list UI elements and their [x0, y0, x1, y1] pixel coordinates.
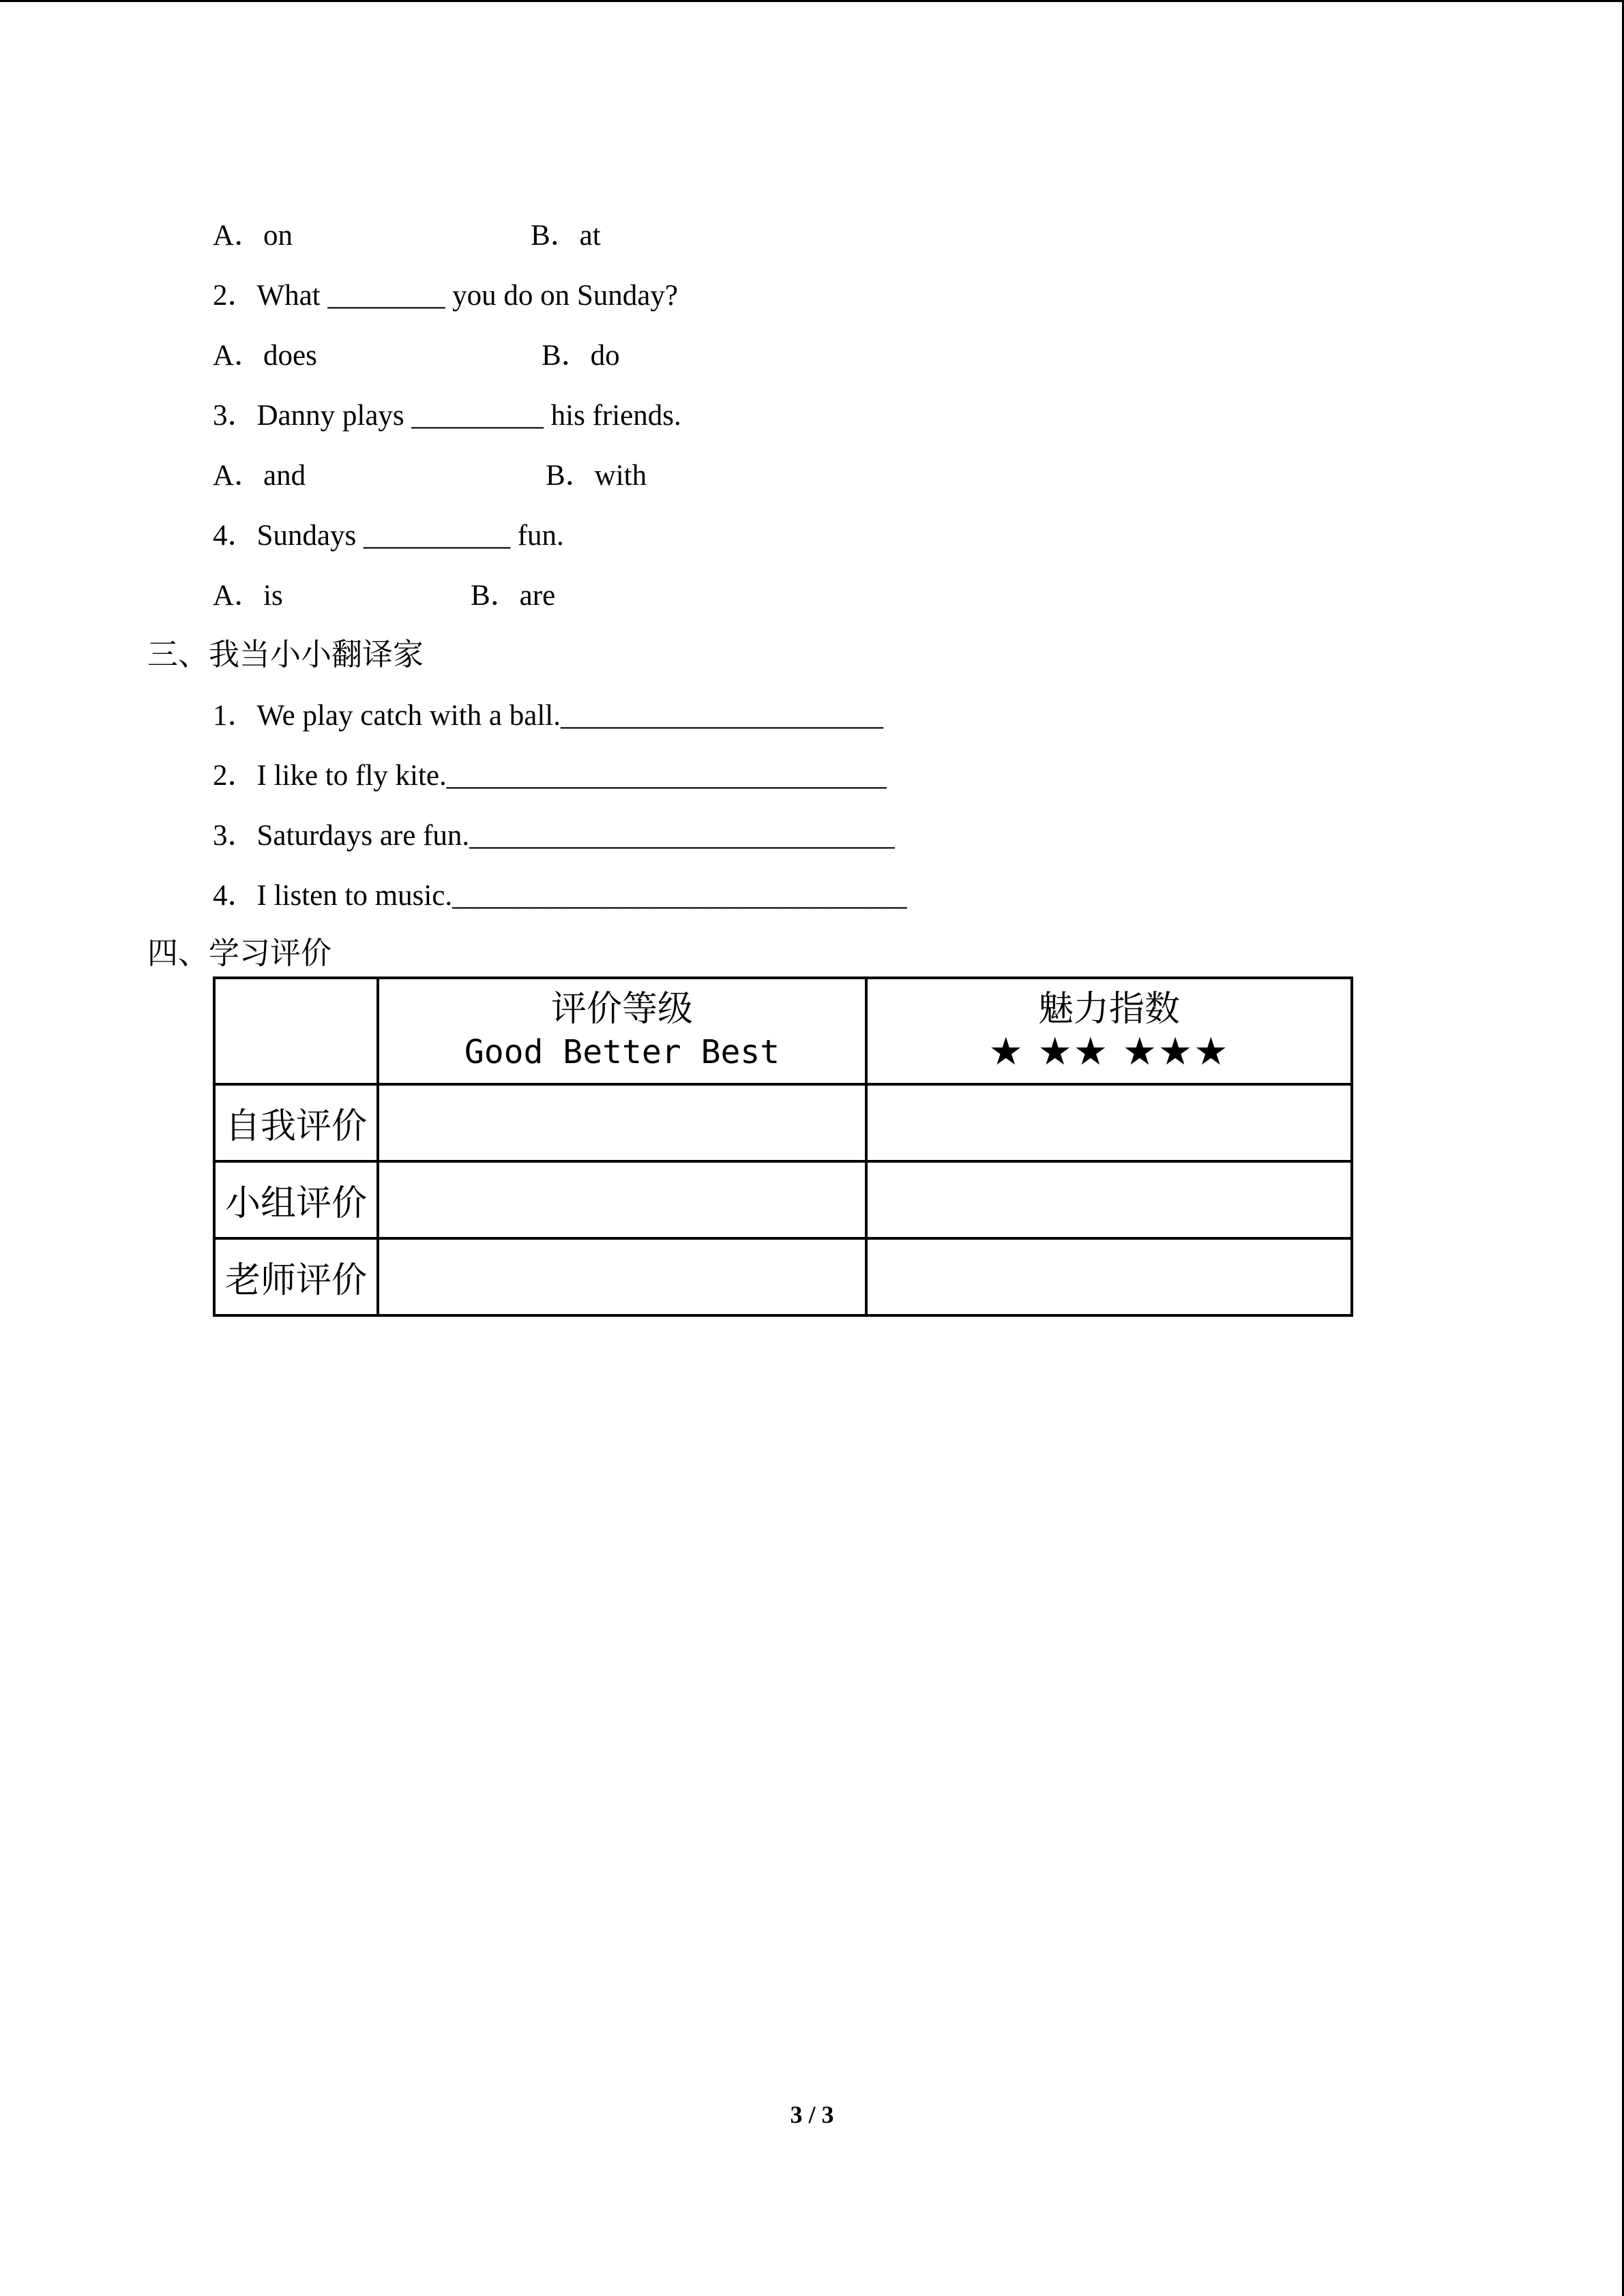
row-label-teacher: 老师评价 [214, 1238, 378, 1315]
q3-option-a: A．and [213, 460, 306, 492]
q2-stem: 2．What ________ you do on Sunday? [213, 280, 678, 312]
q2-option-b: B．do [542, 340, 620, 372]
q1-option-b: B．at [531, 220, 601, 252]
q4-stem: 4．Sundays __________ fun. [213, 520, 564, 552]
section3-title: 三、我当小小翻译家 [147, 638, 424, 672]
q2-option-a: A．does [213, 340, 317, 372]
page-top-border [0, 0, 1624, 2]
q4-option-a: A．is [213, 580, 283, 612]
translation-item-1: 1．We play catch with a ball.______________________ [213, 700, 883, 732]
q3-option-b: B．with [546, 460, 647, 492]
self-charm-cell[interactable] [866, 1084, 1352, 1161]
q4-option-b: B．are [471, 580, 556, 612]
group-grade-cell[interactable] [378, 1161, 866, 1238]
translation-item-4: 4．I listen to music._______________________________ [213, 880, 907, 912]
self-grade-cell[interactable] [378, 1084, 866, 1161]
page-number: 3 / 3 [790, 2101, 834, 2128]
row-label-group: 小组评价 [214, 1161, 378, 1238]
group-charm-cell[interactable] [866, 1161, 1352, 1238]
grade-header-levels: Good Better Best [464, 1033, 780, 1071]
q3-stem: 3．Danny plays _________ his friends. [213, 400, 681, 432]
table-corner-cell [214, 978, 378, 1084]
translation-item-3: 3．Saturdays are fun._____________________________ [213, 820, 895, 852]
teacher-grade-cell[interactable] [378, 1238, 866, 1315]
grade-header-title: 评价等级 [550, 990, 693, 1029]
grade-header-cell [378, 978, 866, 1084]
teacher-charm-cell[interactable] [866, 1238, 1352, 1315]
q1-option-a: A．on [213, 220, 293, 252]
translation-item-2: 2．I like to fly kite.______________________________ [213, 760, 887, 792]
charm-header-cell [866, 978, 1352, 1084]
star-rating-icons: ★ ★★ ★★★ [988, 1030, 1230, 1074]
section4-title: 四、学习评价 [147, 936, 332, 970]
charm-header-title: 魅力指数 [1037, 990, 1180, 1029]
evaluation-table [213, 976, 1353, 1317]
row-label-self: 自我评价 [214, 1084, 378, 1161]
